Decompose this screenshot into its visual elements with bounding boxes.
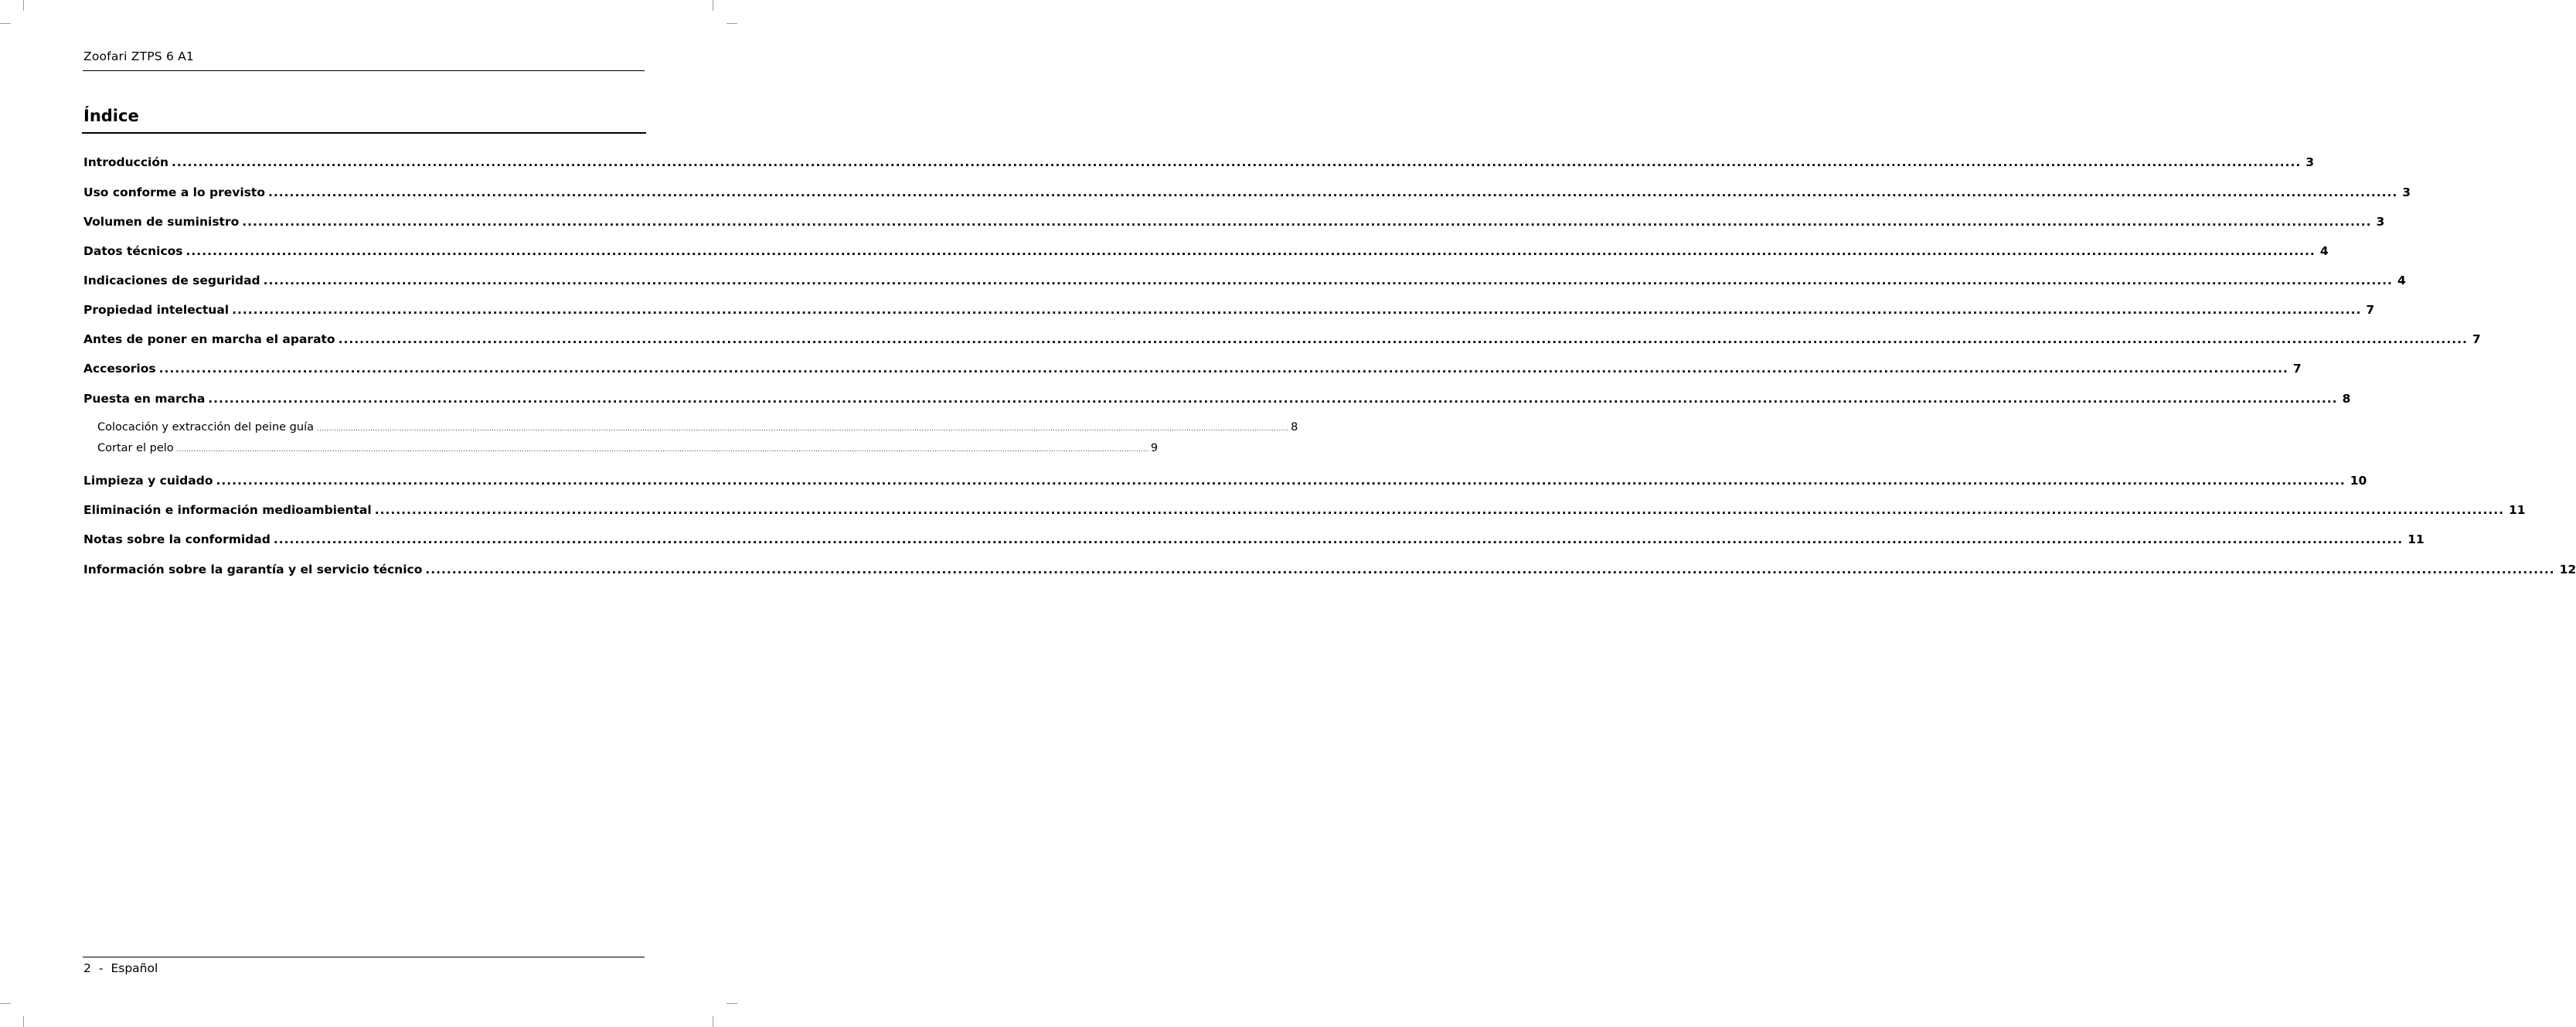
toc-dot-leader: ................................................................................................................................................................................................................................................................................................................................................................................................................ — [232, 303, 2362, 317]
toc-entry[interactable] — [83, 215, 2385, 232]
toc-dot-leader: ................................................................................................................................................................................................................................................................................................................................................................................................................ — [185, 244, 2316, 258]
toc-entry-label: Notas sobre la conformidad — [83, 532, 271, 546]
toc-entry-label: Introducción — [83, 155, 169, 169]
toc-entry-label: Puesta en marcha — [83, 392, 206, 406]
running-header: Zoofari ZTPS 6 A1 — [83, 49, 194, 63]
toc-entry-page: 4 — [2319, 244, 2329, 258]
toc-entry[interactable] — [83, 503, 2526, 520]
toc-entry-page: 7 — [2472, 332, 2481, 346]
toc-entry-page: 8 — [1291, 421, 1298, 434]
toc-entry[interactable] — [83, 474, 2367, 491]
toc-entry-page: 3 — [2402, 185, 2411, 199]
crop-mark — [23, 1016, 24, 1027]
toc-dot-leader: ................................................................................................................................................................................................................................................................................................................................................................................................................ — [338, 332, 2468, 346]
toc-entry-page: 11 — [2408, 532, 2425, 546]
crop-mark — [0, 1003, 11, 1004]
toc-dot-leader: ................................................................................................................................................................................................................................................................................................................................................................................................................ — [316, 425, 1289, 432]
toc-entry[interactable] — [83, 392, 2351, 409]
crop-mark — [727, 1003, 737, 1004]
toc-entry[interactable] — [83, 155, 2315, 172]
toc-dot-leader: ................................................................................................................................................................................................................................................................................................................................................................................................................ — [268, 185, 2398, 199]
toc-entry-page: 10 — [2350, 474, 2367, 488]
toc-entry-label: Limpieza y cuidado — [83, 474, 213, 488]
toc-entry[interactable] — [83, 303, 2375, 320]
toc-entry-label: Eliminación e información medioambiental — [83, 503, 372, 517]
toc-dot-leader: ................................................................................................................................................................................................................................................................................................................................................................................................................ — [242, 215, 2372, 229]
toc-entry[interactable] — [83, 274, 2406, 291]
toc-entry-page: 11 — [2509, 503, 2526, 517]
toc-title-rule — [82, 132, 646, 134]
page-number: 2 — [83, 961, 91, 975]
toc-dot-leader: ................................................................................................................................................................................................................................................................................................................................................................................................................ — [273, 532, 2404, 546]
toc-entry-label: Datos técnicos — [83, 244, 183, 258]
toc-subentry[interactable] — [97, 421, 1298, 437]
toc-entry-page: 8 — [2342, 392, 2351, 406]
crop-mark — [23, 0, 24, 11]
toc-dot-leader: ................................................................................................................................................................................................................................................................................................................................................................................................................ — [374, 503, 2504, 517]
toc-entry-label: Colocación y extracción del peine guía — [97, 421, 314, 434]
toc-entry-label: Información sobre la garantía y el servicio técnico — [83, 563, 423, 576]
toc-subentry[interactable] — [97, 442, 1159, 457]
toc-dot-leader: ................................................................................................................................................................................................................................................................................................................................................................................................................ — [425, 563, 2555, 576]
toc-dot-leader: ................................................................................................................................................................................................................................................................................................................................................................................................................ — [158, 362, 2288, 376]
toc-title: Índice — [83, 107, 139, 125]
toc-dot-leader: ................................................................................................................................................................................................................................................................................................................................................................................................................ — [216, 474, 2346, 488]
toc-entry-label: Antes de poner en marcha el aparato — [83, 332, 335, 346]
toc-entry-label: Accesorios — [83, 362, 156, 376]
toc-entry-label: Cortar el pelo — [97, 442, 174, 454]
toc-entry-page: 9 — [1150, 442, 1159, 454]
toc-entry-page: 7 — [2366, 303, 2375, 317]
toc-dot-leader: ................................................................................................................................................................................................................................................................................................................................................................................................................ — [208, 392, 2338, 406]
toc-entry-label: Volumen de suministro — [83, 215, 240, 229]
toc-dot-leader: ................................................................................................................................................................................................................................................................................................................................................................................................................ — [263, 274, 2393, 287]
toc-entry[interactable] — [83, 563, 2576, 580]
toc-entry-page: 3 — [2376, 215, 2385, 229]
toc-entry[interactable] — [83, 185, 2411, 202]
toc-dot-leader: ................................................................................................................................................................................................................................................................................................................................................................................................................ — [172, 155, 2302, 169]
toc-entry-page: 4 — [2397, 274, 2406, 287]
crop-mark — [0, 23, 11, 24]
toc-entry-label: Propiedad intelectual — [83, 303, 230, 317]
toc-entry[interactable] — [83, 244, 2329, 261]
toc-entry-page: 3 — [2305, 155, 2315, 169]
toc-entry-label: Indicaciones de seguridad — [83, 274, 260, 287]
toc-entry[interactable] — [83, 332, 2481, 349]
toc-entry[interactable] — [83, 532, 2425, 549]
footer-language: Español — [111, 961, 158, 975]
toc-entry[interactable] — [83, 362, 2302, 379]
toc-entry-page: 7 — [2292, 362, 2302, 376]
page-footer — [83, 961, 158, 975]
header-rule — [83, 70, 645, 71]
toc-entry-page: 12 — [2559, 563, 2576, 576]
footer-separator: - — [98, 961, 104, 975]
toc-entry-label: Uso conforme a lo previsto — [83, 185, 265, 199]
toc-dot-leader: ................................................................................................................................................................................................................................................................................................................................................................................................................ — [176, 446, 1148, 453]
crop-mark — [727, 23, 737, 24]
